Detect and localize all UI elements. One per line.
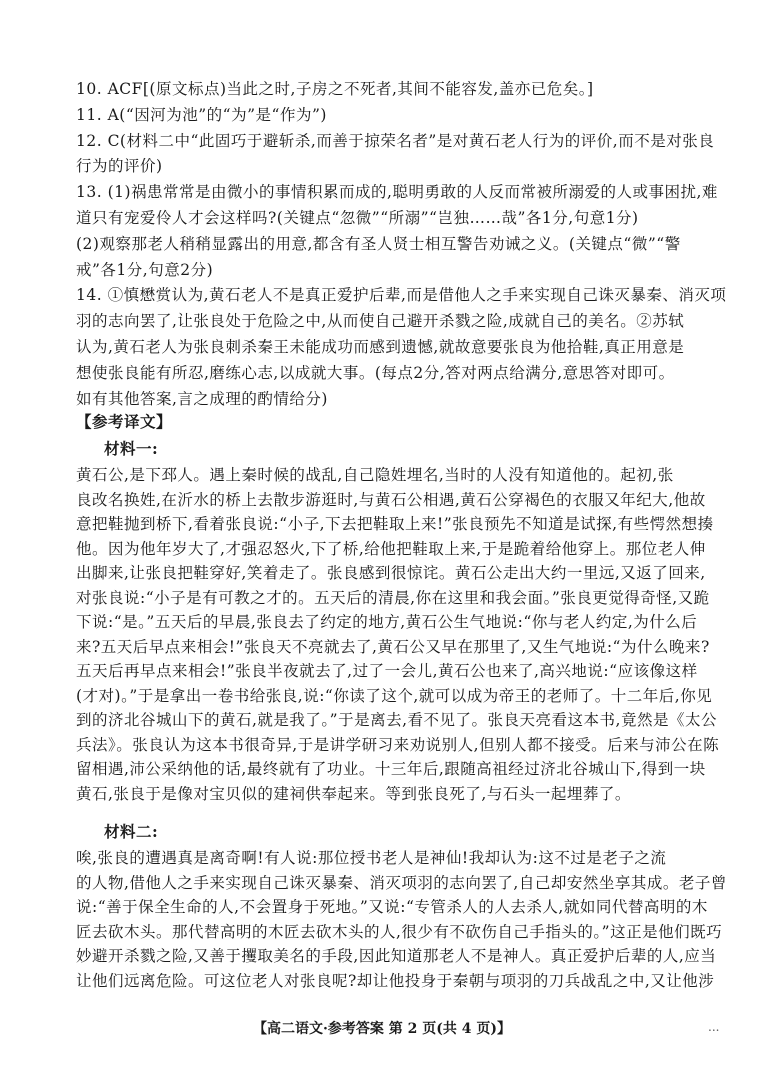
material1-line: 黄石公,是下邳人。遇上秦时候的战乱,自己隐姓埋名,当时的人没有知道他的。起初,张	[76, 466, 674, 484]
material1-line: 对张良说:“小子是有可教之才的。五天后的清晨,你在这里和我会面。”张良更觉得奇怪,又跪	[76, 588, 710, 607]
material1-title: 材料一:	[104, 439, 159, 458]
material1-line: 留相遇,沛公采纳他的话,最终就有了功业。十三年后,跟随高祖经过济北谷城山下,得到一块	[76, 760, 706, 778]
answers-line: 12. C(材料二中“此固巧于避斩杀,而善于掠荣名者”是对黄石老人行为的评价,而不是对张良	[76, 131, 715, 150]
answers-line: 羽的志向罢了,让张良处于危险之中,从而使自己避开杀戮之险,成就自己的美名。②苏轼	[76, 312, 685, 331]
material1-line: 来?五天后早点来相会!”张良天不亮就去了,黄石公又早在那里了,又生气地说:“为什么晚来?	[76, 637, 710, 656]
material2-line: 让他们远离危险。可这位老人对张良呢?却让他投身于秦朝与项羽的刀兵战乱之中,又让他涉	[76, 971, 715, 990]
answers-line: (2)观察那老人稍稍显露出的用意,都含有圣人贤士相互警告劝诫之义。(关键点“微”“警	[76, 234, 681, 253]
answers-line: 13. (1)祸患常常是由微小的事情积累而成的,聪明勇敢的人反而常被所溺爱的人或事困扰,难	[76, 183, 718, 202]
answers-line: 11. A(“因河为池”的“为”是“作为”)	[76, 105, 327, 124]
material1-line: (才对)。”于是拿出一卷书给张良,说:“你读了这个,就可以成为帝王的老师了。十二年后,你见	[76, 686, 713, 705]
material1-line: 良改名换姓,在沂水的桥上去散步游逛时,与黄石公相遇,黄石公穿褐色的衣服又年纪大,他故	[76, 490, 706, 509]
answers-line: 行为的评价)	[76, 157, 163, 176]
material2-line: 妙避开杀戮之险,又善于攫取美名的手段,因此知道那老人不是神人。真正爱护后辈的人,应当	[76, 947, 717, 965]
material2-line: 唉,张良的遭遇真是离奇啊!有人说:那位授书老人是神仙!我却认为:这不过是老子之流	[76, 849, 667, 867]
page-footer: 【高二语文·参考答案 第 2 页(共 4 页)】	[253, 1021, 511, 1037]
material1-line: 兵法》。张良认为这本书很奇异,于是讲学研习来劝说别人,但别人都不接受。后来与沛公在陈	[76, 735, 720, 754]
material1-line: 五天后再早点来相会!”张良半夜就去了,过了一会儿,黄石公也来了,高兴地说:“应该像这样	[76, 662, 698, 680]
material2-line: 的人物,借他人之手来实现自己诛灭暴秦、消灭项羽的志向罢了,自己却安然坐享其成。老子曾	[76, 873, 727, 892]
answers-line: 认为,黄石老人为张良刺杀秦王未能成功而感到遗憾,就故意要张良为他拾鞋,真正用意是	[76, 338, 685, 356]
answers-line: 道只有宠爱伶人才会这样吗?(关键点“忽微”“所溺”“岂独……哉”各1分,句意1分)	[76, 209, 639, 227]
answers-line: 10. ACF[(原文标点)当此之时,子房之不死者,其间不能容发,盖亦已危矣。]	[76, 80, 594, 98]
answers-line: 想使张良能有所忍,磨练心志,以成就大事。(每点2分,答对两点给满分,意思答对即可。	[76, 363, 675, 382]
material1-line: 黄石,张良于是像对宝贝似的建祠供奉起来。等到张良死了,与石头一起埋葬了。	[76, 784, 631, 803]
material1-line: 下说:“是。”五天后的早晨,张良去了约定的地方,黄石公生气地说:“你与老人约定,为什么后	[76, 613, 698, 631]
material2-line: 说:“善于保全生命的人,不会置身于死地。”又说:“专管杀人的人去杀人,就如同代替高明的木	[76, 898, 708, 916]
material1-line: 意把鞋抛到桥下,看着张良说:“小子,下去把鞋取上来!”张良预先不知道是试探,有些愕然想揍	[76, 515, 714, 533]
footer-dots: ...	[708, 1020, 720, 1034]
material1-line: 他。因为他年岁大了,才强忍怒火,下了桥,给他把鞋取上来,于是跪着给他穿上。那位老人伸	[76, 539, 706, 558]
material2-line: 匠去砍木头。那代替高明的木匠去砍木头的人,很少有不砍伤自己手指头的。”这正是他们既巧	[76, 922, 723, 941]
material2-title: 材料二:	[104, 822, 159, 841]
answers-line: 14. ①慎懋赏认为,黄石老人不是真正爱护后辈,而是借他人之手来实现自己诛灭暴秦、消灭项	[76, 286, 727, 305]
material1-line: 到的济北谷城山下的黄石,就是我了。”于是离去,看不见了。张良天亮看这本书,竟然是《太公	[76, 711, 717, 729]
answers-line: 如有其他答案,言之成理的酌情给分)	[76, 389, 328, 408]
answers-line: 戒”各1分,句意2分)	[76, 260, 214, 279]
section-title: 【参考译文】	[76, 412, 173, 431]
material1-line: 出脚来,让张良把鞋穿好,笑着走了。张良感到很惊诧。黄石公走出大约一里远,又返了回来,	[76, 564, 706, 582]
